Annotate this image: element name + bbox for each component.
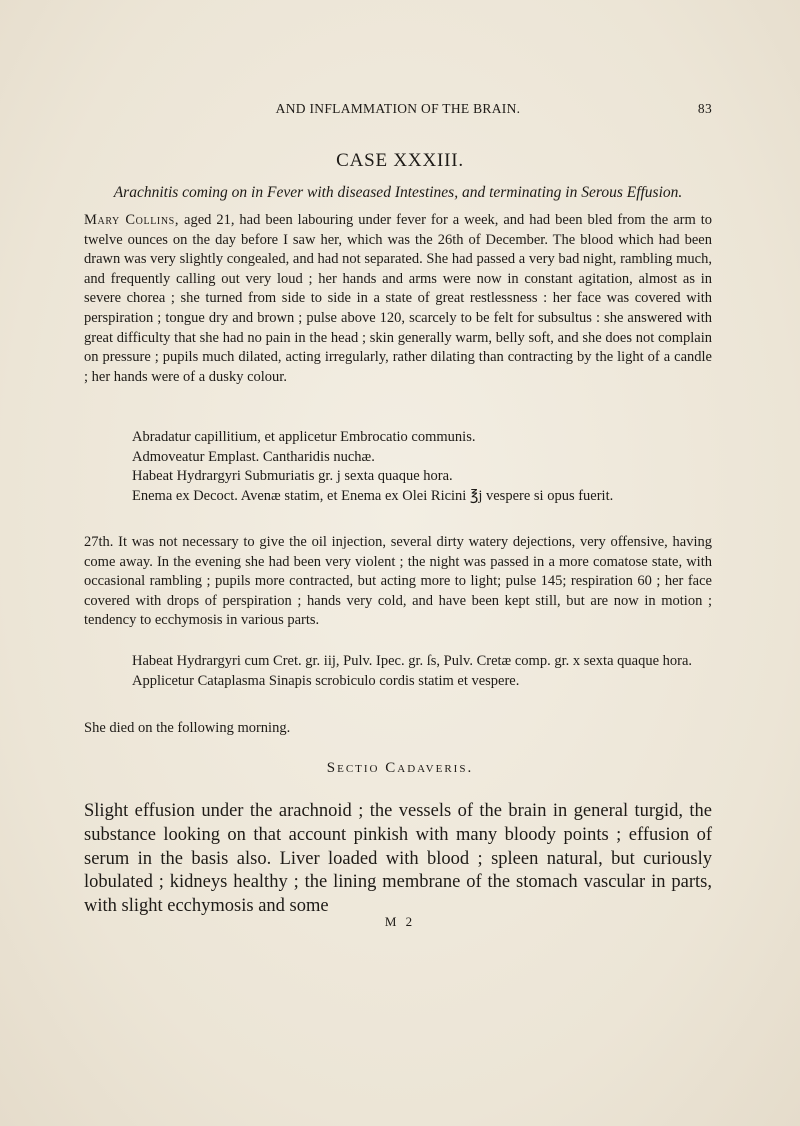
outcome-paragraph: She died on the following morning. <box>84 720 291 736</box>
prescription-line: Enema ex Decoct. Avenæ statim, et Enema ex Olei Ricini ℥j vespere si opus fuerit. <box>132 487 614 504</box>
prescription-line: Habeat Hydrargyri cum Cret. gr. iij, Pulv. Ipec. gr. ſs, Pulv. Cretæ comp. gr. x sexta quaque hora. <box>132 653 693 669</box>
prescription-line: Abradatur capillitium, et applicetur Embrocatio communis. <box>132 429 476 445</box>
section-heading: Sectio Cadaveris. <box>326 760 474 776</box>
autopsy-paragraph: Slight effusion under the arachnoid ; the vessels of the brain in general turgid, the substance looking on that account pinkish with many bloody points ; effusion of serum in the basis also. Liver loaded with blood ; spleen natural, but curiously lobulated ; kidneys healthy ; the lining membrane of the stomach vascular in parts, with slight ecchymosis and some <box>84 801 712 917</box>
prescription-line: Habeat Hydrargyri Submuriatis gr. j sexta quaque hora. <box>132 468 453 485</box>
case-subtitle: Arachnitis coming on in Fever with diseased Intestines, and terminating in Serous Effusion. <box>113 184 683 201</box>
running-title: AND INFLAMMATION OF THE BRAIN. <box>275 101 521 116</box>
prescription-block-2 <box>132 652 712 691</box>
prescription-line: Admoveatur Emplast. Cantharidis nuchæ. <box>132 448 375 465</box>
prescription-block-1 <box>132 428 712 506</box>
case-title: CASE XXXIII. <box>336 150 464 171</box>
case-history-text: aged 21, had been labouring under fever for a week, and had been bled from the arm to twelve ounces on the day before I saw her, which was the 26th of December. The blood which had been drawn was very slightly congealed, and had not separated. She had passed a very bad night, rambling much, and frequently calling out very loud ; her hands and arms were now in constant agitation, almost as in severe chorea ; she turned from side to side in a state of great restlessness : her face was covered with perspiration ; tongue dry and brown ; pulse above 120, scarcely to be felt for subsultus : she answered with great difficulty that she had no pain in the head ; skin generally warm, belly soft, and she does not complain on pressure ; pupils much dilated, acting irregularly, rather dilating than contracting by the light of a candle ; her hands were of a dusky colour. <box>84 212 712 385</box>
signature-mark: M 2 <box>384 914 416 929</box>
case-history-paragraph <box>84 211 712 387</box>
patient-name: Mary Collins, <box>84 212 180 228</box>
followup-paragraph: 27th. It was not necessary to give the oil injection, several dirty watery dejections, very offensive, having come away. In the evening she had been very violent ; the night was passed in a more comatose state, with occasional rambling ; pupils more contracted, but acting more to light; pulse 145; respiration 60 ; her face covered with drops of perspiration ; hands very cold, and have been kept still, but are now in motion ; tendency to ecchymosis in various parts. <box>84 534 712 629</box>
page-number: 83 <box>697 101 712 116</box>
prescription-line: Applicetur Cataplasma Sinapis scrobiculo cordis statim et vespere. <box>132 672 520 689</box>
